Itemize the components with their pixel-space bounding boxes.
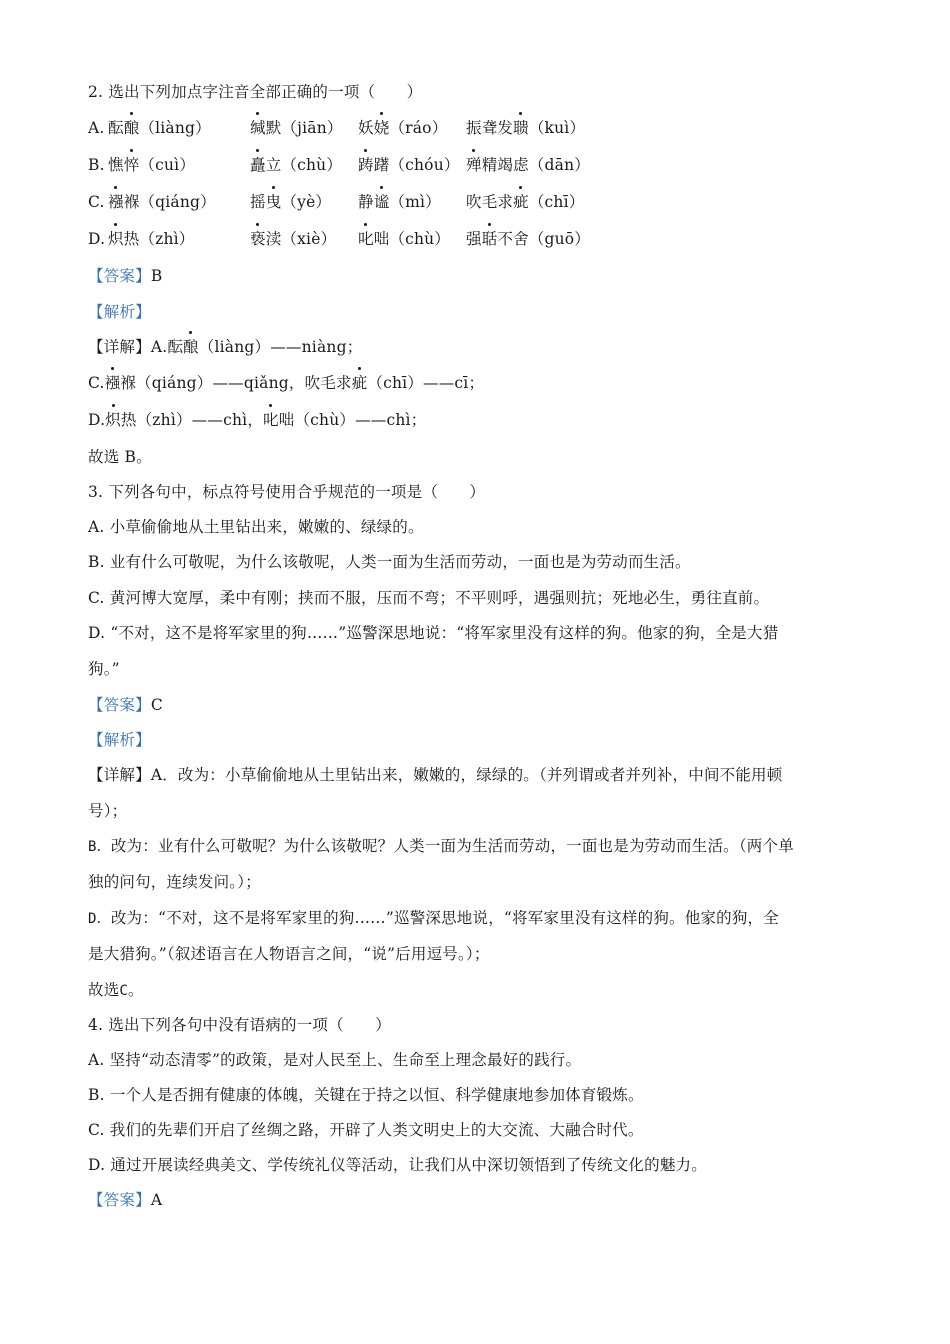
option-text: 强 — [466, 230, 482, 248]
dotted-char: 殚 — [466, 156, 482, 174]
q3-detail-3-line-1 — [88, 908, 779, 929]
option-text: 静 — [358, 193, 374, 211]
option-label: D. — [88, 230, 106, 248]
q3-option-c: C. 黄河博大宽厚，柔中有刚；挟而不服，压而不弯；不平则呼，遇强则抗；死地必生，勇往直前。 — [88, 589, 770, 607]
q3-option-a: A. 小草偷偷地从土里钻出来，嫩嫩的、绿绿的。 — [88, 518, 424, 536]
option-text: （kuì） — [528, 119, 586, 137]
detail-tag: 【详解】 — [88, 766, 151, 784]
dotted-char: 叱 — [358, 230, 374, 248]
detail-tag: 【详解】 — [88, 338, 151, 356]
option-item — [250, 192, 331, 212]
dotted-char: 襁 — [104, 374, 121, 392]
option-item — [466, 155, 590, 175]
dotted-char: 疵 — [513, 193, 529, 211]
q3-detail-1-line-2: 号）； — [88, 802, 128, 820]
q2-option-c — [88, 192, 585, 212]
option-item — [358, 229, 450, 249]
q3-detail-1-line-1 — [88, 765, 782, 785]
dotted-char: 谧 — [373, 193, 390, 211]
q2-conclusion: 故选 B。 — [88, 448, 152, 466]
option-text: （mì） — [389, 193, 441, 211]
detail-text: C. — [88, 374, 105, 392]
q3-detail-2-line-2: 独的问句，连续发问。）； — [88, 873, 261, 891]
option-text: 立（chù） — [265, 156, 343, 174]
dotted-char: 襁 — [108, 193, 124, 211]
dotted-char: 聒 — [481, 230, 498, 248]
option-text: （cuì） — [139, 156, 196, 174]
dotted-char: 亵 — [250, 230, 266, 248]
dotted-char: 叱 — [263, 411, 279, 429]
option-item — [358, 192, 441, 212]
conclusion-letter: C — [119, 983, 129, 999]
q2-option-d — [88, 229, 591, 249]
q2-option-b — [88, 155, 590, 175]
dotted-char: 疵 — [351, 374, 368, 392]
option-text: 精竭虑（dān） — [481, 156, 590, 174]
detail-label: D． — [88, 911, 111, 927]
answer-tag: 【答案】 — [88, 267, 151, 285]
answer-value: B — [150, 267, 163, 285]
option-text: 妖 — [358, 119, 374, 137]
q2-detail-line-1 — [88, 337, 362, 357]
q3-answer-line — [88, 695, 163, 715]
option-text: 摇 — [250, 193, 266, 211]
detail-text: 咄（chù）——chì； — [278, 411, 427, 429]
answer-tag: 【答案】 — [88, 696, 151, 714]
detail-text: 热（zhì）——chì， — [120, 411, 264, 429]
q3-option-d-line-1: D. “不对，这不是将军家里的狗……”巡警深思地说：“将军家里没有这样的狗。他家的狗，全是大猎 — [88, 624, 779, 642]
option-text: 不舍（guō） — [497, 230, 591, 248]
option-item — [250, 118, 343, 138]
dotted-char: 酿 — [183, 338, 199, 356]
q2-detail-line-3 — [88, 410, 426, 430]
dotted-char: 炽 — [105, 411, 121, 429]
conclusion-text: 故选 — [88, 981, 120, 999]
detail-text: 褓（qiáng）——qiǎng，吹毛求 — [120, 374, 352, 392]
detail-text: 改为：业有什么可敬呢？为什么该敬呢？人类一面为生活而劳动，一面也是为劳动而生活。（两个单 — [110, 837, 794, 855]
option-item — [108, 118, 211, 138]
detail-text: A．改为：小草偷偷地从土里钻出来，嫩嫩的，绿绿的。（并列谓或者并列补，中间不能用顿 — [150, 766, 783, 784]
answer-value: A — [150, 1191, 163, 1209]
option-text: 褓（qiáng） — [123, 193, 216, 211]
q4-option-b: B. 一个人是否拥有健康的体魄，关键在于持之以恒、科学健康地参加体育锻炼。 — [88, 1086, 644, 1104]
q2-option-a — [88, 118, 586, 138]
q4-stem: 4. 选出下列各句中没有语病的一项（ ） — [88, 1016, 391, 1034]
q4-option-c: C. 我们的先辈们开启了丝绸之路，开辟了人类文明史上的大交流、大融合时代。 — [88, 1121, 644, 1139]
detail-text: （chī）——cī； — [367, 374, 485, 392]
option-item — [358, 118, 447, 138]
option-text: （ráo） — [389, 119, 448, 137]
option-text: 默（jiān） — [265, 119, 343, 137]
option-item — [466, 229, 590, 249]
q3-analysis-tag — [88, 730, 151, 750]
q2-detail-line-2 — [88, 373, 484, 393]
detail-text: 改为：“不对，这不是将军家里的狗……”巡警深思地说，“将军家里没有这样的狗。他家的狗，全 — [110, 909, 779, 927]
dotted-char: 炽 — [108, 230, 124, 248]
analysis-tag: 【解析】 — [88, 731, 151, 749]
q3-detail-2-line-1 — [88, 836, 794, 857]
q3-detail-3-line-2: 是大猎狗。”（叙述语言在人物语言之间，“说”后用逗号。）； — [88, 945, 490, 963]
option-item — [108, 192, 216, 212]
option-text: 酝 — [108, 119, 124, 137]
dotted-char: 踌 — [358, 156, 374, 174]
option-text: 吹毛求 — [466, 193, 514, 211]
q3-conclusion — [88, 980, 144, 1001]
dotted-char: 缄 — [250, 119, 266, 137]
option-text: 咄（chù） — [373, 230, 451, 248]
option-text: （chī） — [528, 193, 585, 211]
option-text: （liàng） — [139, 119, 211, 137]
q3-option-b: B. 业有什么可敬呢，为什么该敬呢，人类一面为生活而劳动，一面也是为劳动而生活。 — [88, 553, 691, 571]
option-item — [108, 229, 195, 249]
q3-stem: 3. 下列各句中，标点符号使用合乎规范的一项是（ ） — [88, 483, 486, 501]
detail-text: A.酝 — [150, 338, 184, 356]
option-label: B. — [88, 156, 105, 174]
q3-option-d-line-2: 狗。” — [88, 660, 120, 678]
q4-answer-line — [88, 1190, 162, 1210]
option-item — [108, 155, 195, 175]
dotted-char: 聩 — [513, 119, 529, 137]
option-text: 渎（xiè） — [265, 230, 337, 248]
analysis-tag: 【解析】 — [88, 303, 151, 321]
option-item — [466, 118, 585, 138]
option-text: 憔 — [108, 156, 124, 174]
q2-answer-line — [88, 266, 162, 286]
detail-label: B． — [88, 839, 111, 855]
conclusion-text: 。 — [128, 981, 144, 999]
detail-text: D. — [88, 411, 106, 429]
q2-stem: 2. 选出下列加点字注音全部正确的一项（ ） — [88, 83, 423, 101]
dotted-char: 悴 — [123, 156, 140, 174]
answer-tag: 【答案】 — [88, 1191, 151, 1209]
option-text: 振聋发 — [466, 119, 514, 137]
option-text: 躇（chóu） — [373, 156, 460, 174]
q2-analysis-tag — [88, 302, 151, 322]
answer-value: C — [150, 696, 163, 714]
dotted-char: 娆 — [373, 119, 390, 137]
dotted-char: 曳 — [265, 193, 282, 211]
option-label: C. — [88, 193, 105, 211]
option-text: （yè） — [281, 193, 332, 211]
dotted-char: 酿 — [123, 119, 140, 137]
q4-option-d: D. 通过开展读经典美文、学传统礼仪等活动，让我们从中深切领悟到了传统文化的魅力。 — [88, 1156, 707, 1174]
option-item — [250, 155, 342, 175]
option-item — [466, 192, 584, 212]
q4-option-a: A. 坚持“动态清零”的政策，是对人民至上、生命至上理念最好的践行。 — [88, 1051, 582, 1069]
detail-text: （liàng）——niàng； — [198, 338, 363, 356]
dotted-char: 矗 — [250, 156, 266, 174]
option-item — [358, 155, 460, 175]
option-text: 热（zhì） — [123, 230, 195, 248]
option-label: A. — [88, 119, 105, 137]
option-item — [250, 229, 336, 249]
